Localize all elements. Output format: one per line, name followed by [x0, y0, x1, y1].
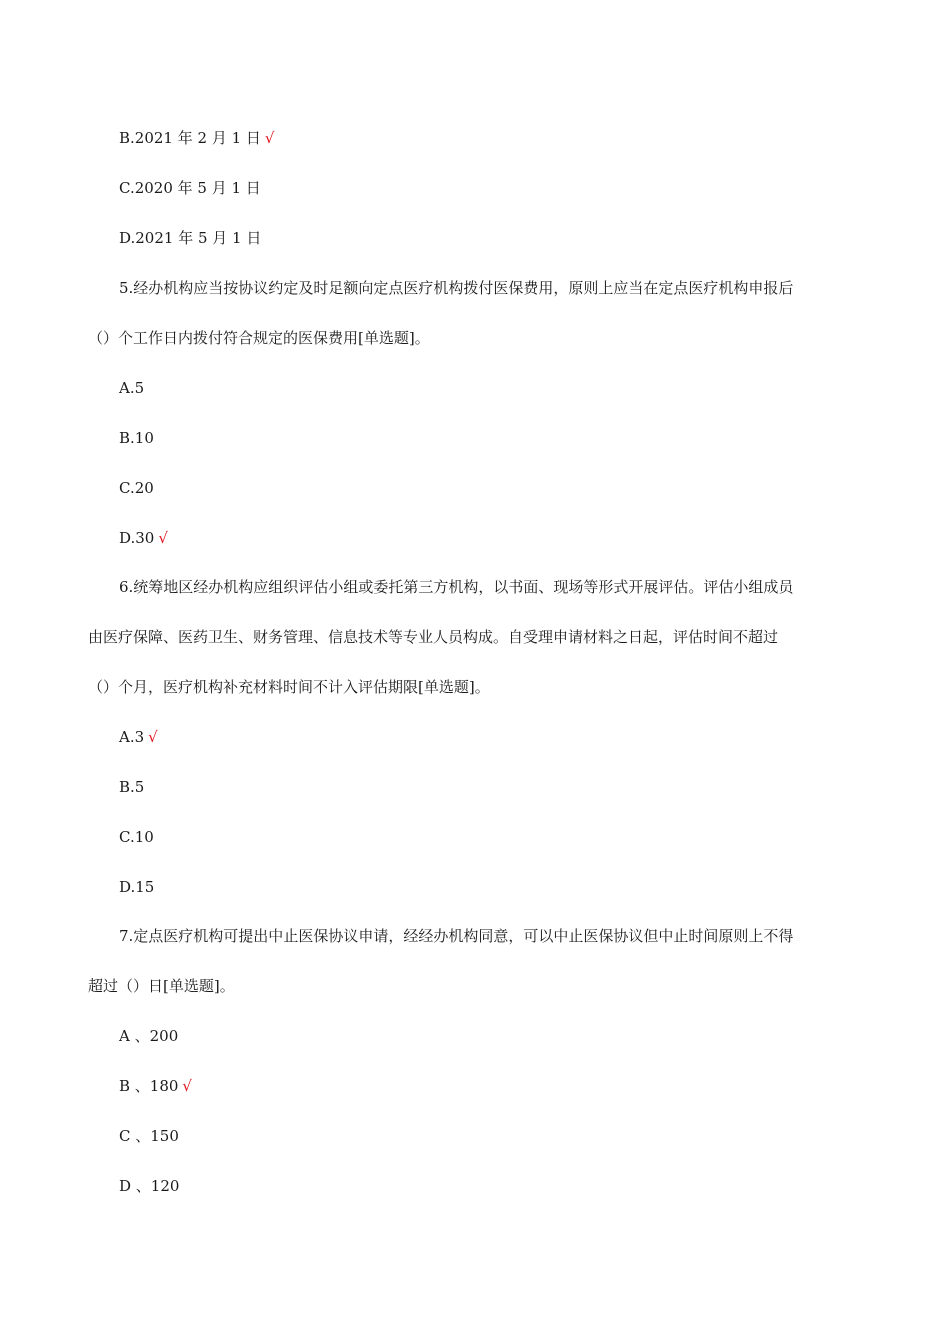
option-text: C 、150	[119, 1127, 179, 1145]
correct-check-icon: √	[264, 129, 275, 147]
option-d-prev	[119, 228, 261, 248]
question-6-text-cont-1: 由医疗保障、医药卫生、财务管理、信息技术等专业人员构成。自受理申请材料之日起，评估时间不超过	[88, 628, 779, 646]
question-6-option-b	[119, 777, 144, 797]
option-text: B 、180	[119, 1077, 179, 1095]
option-text: B.2021 年 2 月 1 日	[119, 129, 261, 147]
question-7-option-d	[119, 1176, 179, 1196]
question-5-option-d	[119, 528, 168, 548]
question-5-text: 5.经办机构应当按协议约定及时足额向定点医疗机构拨付医保费用，原则上应当在定点医疗机构申报后	[119, 279, 794, 297]
question-6-text-cont-2: （）个月，医疗机构补充材料时间不计入评估期限[单选题]。	[88, 678, 490, 696]
question-5-option-c	[119, 478, 154, 498]
correct-check-icon: √	[158, 529, 168, 547]
question-5-option-b	[119, 428, 154, 448]
option-text: D 、120	[119, 1177, 180, 1195]
question-5-text-cont: （）个工作日内拨付符合规定的医保费用[单选题]。	[88, 329, 430, 347]
option-text: C.2020 年 5 月 1 日	[119, 179, 261, 197]
question-7-text: 7.定点医疗机构可提出中止医保协议申请，经经办机构同意，可以中止医保协议但中止时间原则上不得	[119, 927, 794, 945]
option-text: C.20	[119, 479, 154, 497]
option-text: C.10	[119, 828, 154, 846]
option-text: D.15	[119, 878, 155, 896]
question-7-option-c	[119, 1126, 179, 1146]
option-text: D.30	[119, 529, 155, 547]
question-6-option-d	[119, 877, 154, 897]
option-text: B.5	[119, 778, 145, 796]
question-6-option-c	[119, 827, 154, 847]
option-text: A.3	[119, 728, 145, 746]
option-b-prev	[119, 128, 274, 148]
question-6-option-a	[119, 727, 158, 747]
option-text: A 、200	[119, 1027, 179, 1045]
option-c-prev	[119, 178, 261, 198]
correct-check-icon: √	[182, 1077, 192, 1095]
option-text: D.2021 年 5 月 1 日	[119, 229, 262, 247]
question-6-text: 6.统筹地区经办机构应组织评估小组或委托第三方机构，以书面、现场等形式开展评估。评估小组成员	[119, 578, 794, 596]
question-7-option-a	[119, 1026, 178, 1046]
option-text: B.10	[119, 429, 154, 447]
correct-check-icon: √	[148, 728, 158, 746]
question-5-option-a	[119, 378, 144, 398]
question-7-text-cont: 超过（）日[单选题]。	[88, 977, 235, 995]
question-7-option-b	[119, 1076, 192, 1096]
option-text: A.5	[119, 379, 145, 397]
